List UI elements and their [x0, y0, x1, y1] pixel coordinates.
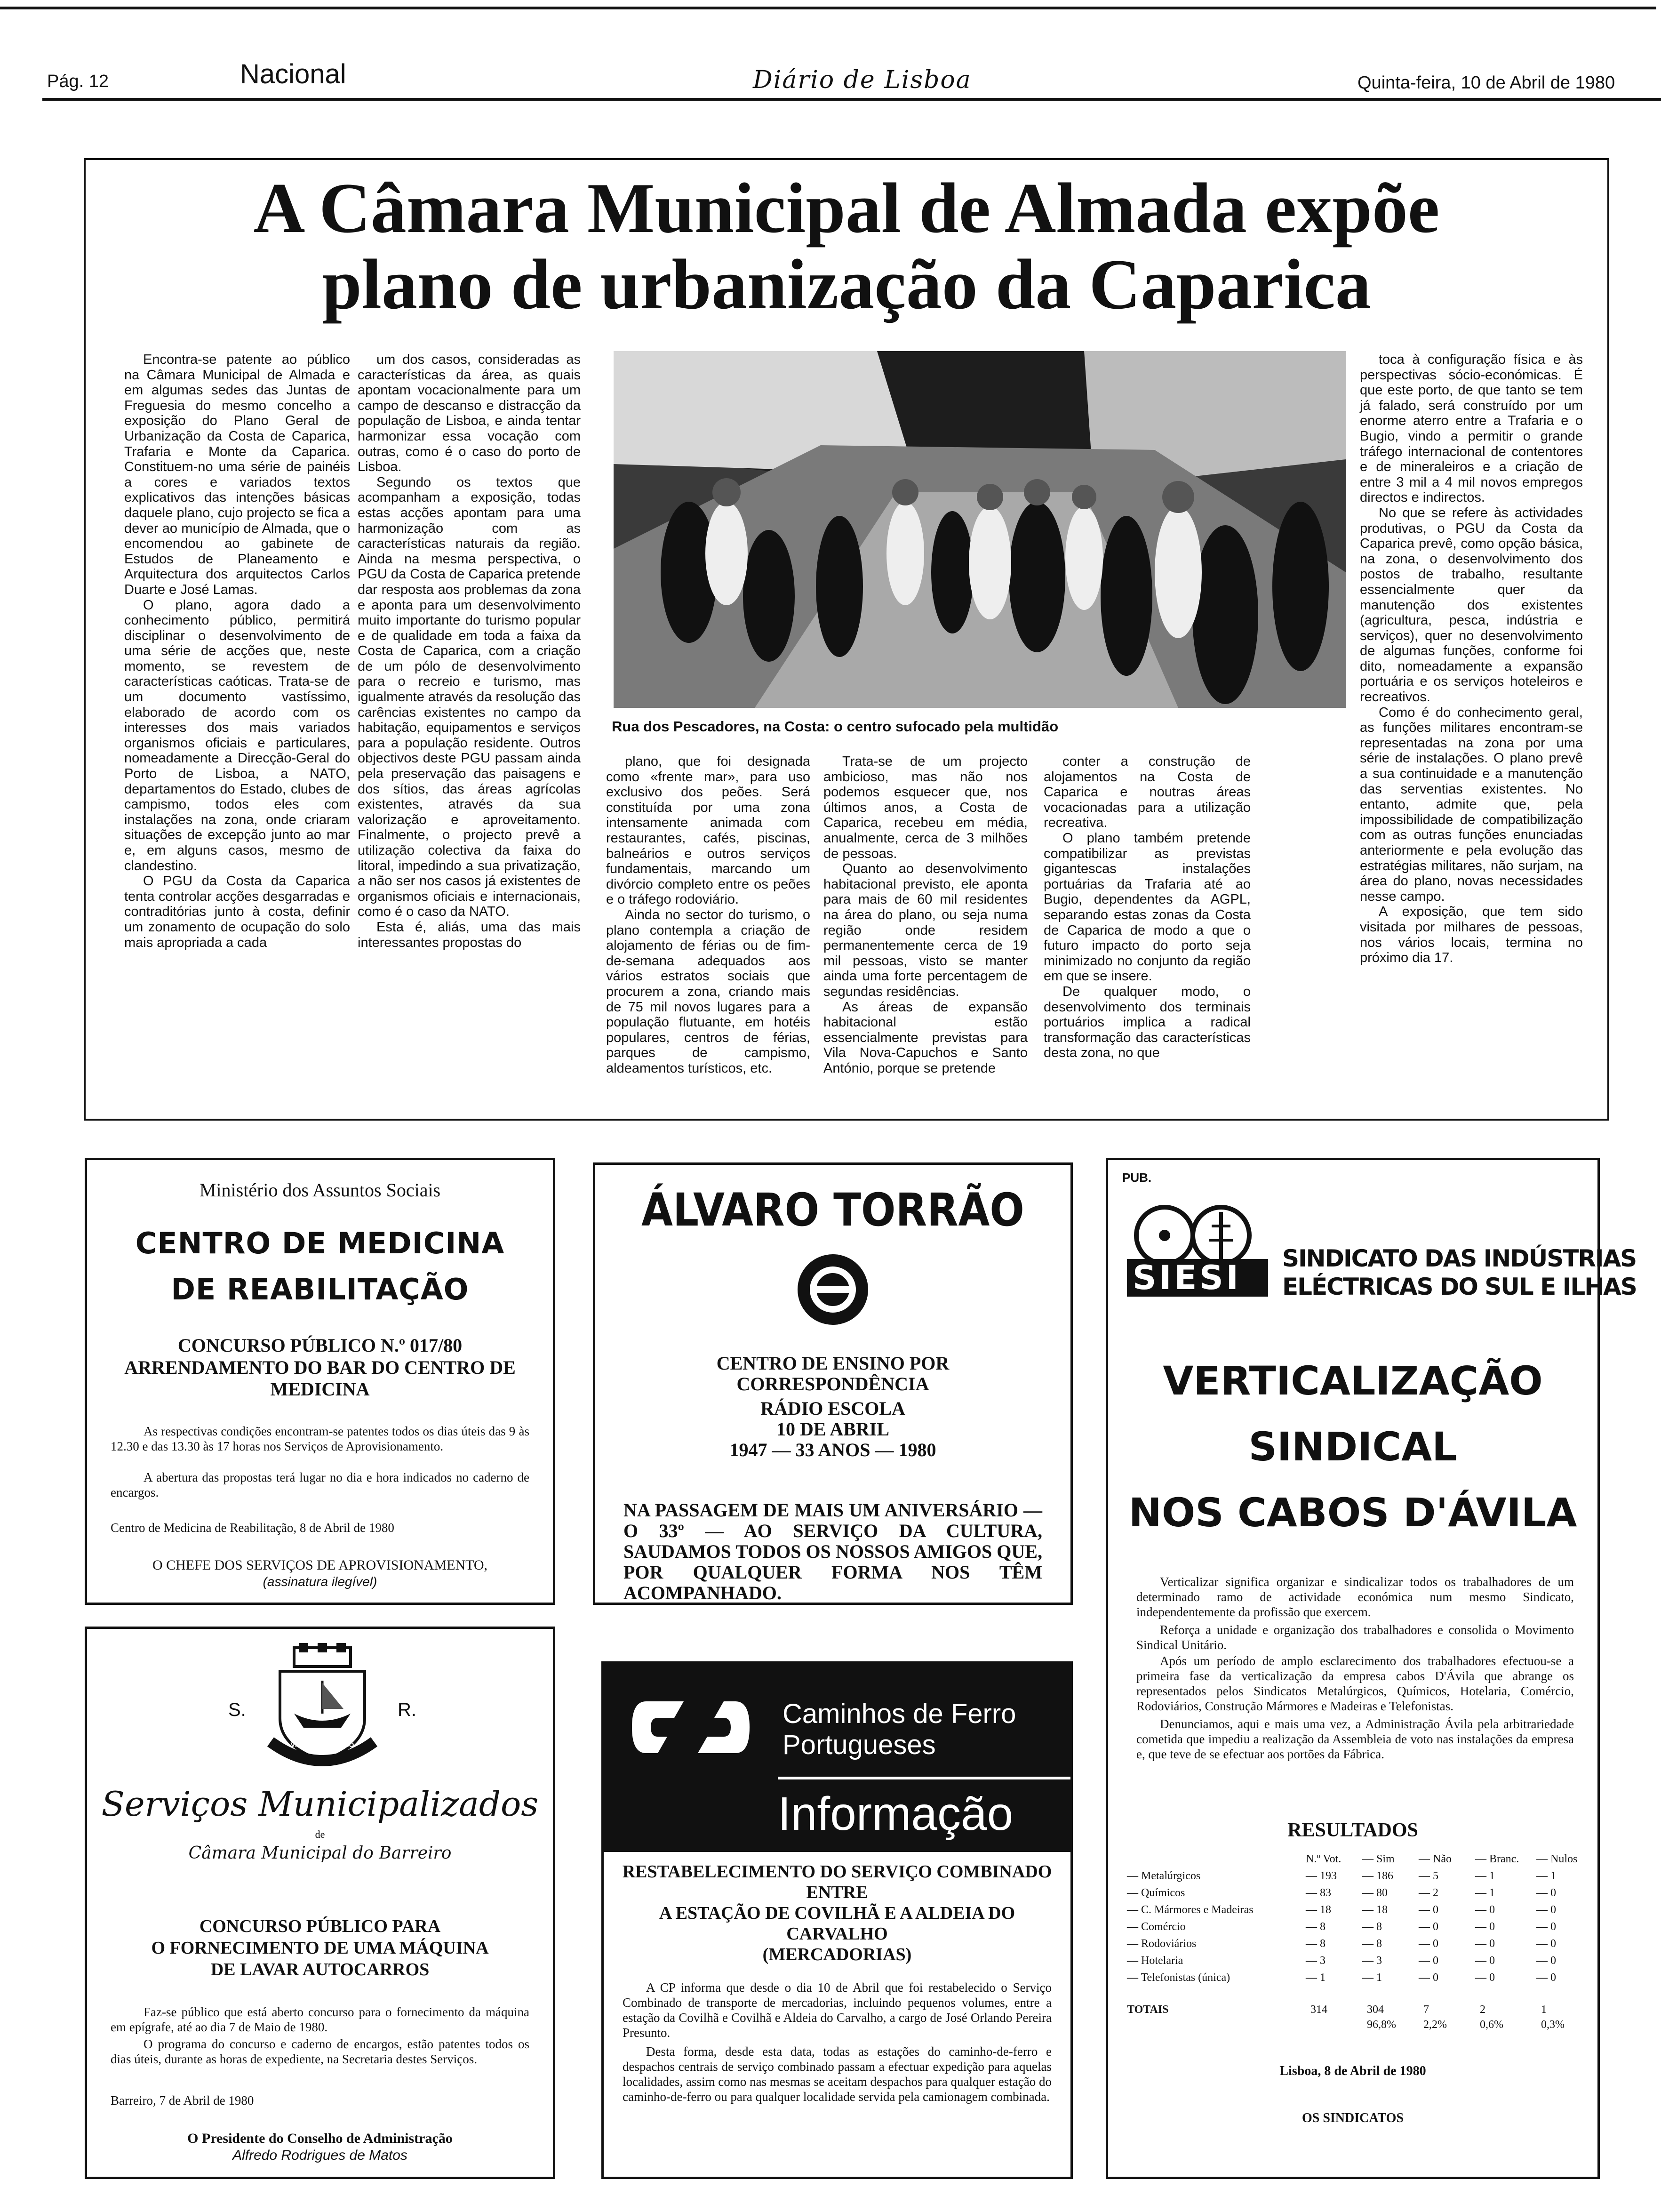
ad-body-2: A abertura das propostas terá lugar no dia e hora indicados no caderno de encargos. [111, 1470, 529, 1499]
totals-nao: 7 [1423, 2004, 1429, 2016]
ministry-name: Ministério dos Assuntos Sociais [199, 1179, 441, 1201]
article-column-5 [1044, 754, 1251, 1121]
top-rule [0, 7, 1656, 9]
paragraph: Como é do conhecimento geral, as funções militares encontram-se representadas na zona por uma série de instalações. O plano prevê a sua continuidade e a manutenção das serventias existentes. No entanto, admite que, pela impossibilidade de compatibilização com as outras funções enunciadas anteriormente e pela evolução das estratégias militares, não surjam, na área do plano, novas necessidades nesse campo. [1360, 705, 1583, 904]
torrao-line1: CENTRO DE ENSINO POR CORRESPONDÊNCIA [716, 1353, 950, 1395]
ad-signature: O CHEFE DOS SERVIÇOS DE APROVISIONAMENTO, [152, 1557, 488, 1573]
results-cell: — 1 [1475, 1887, 1495, 1899]
totals-branc: 2 [1480, 2004, 1485, 2016]
cp-logo [632, 1692, 750, 1763]
torrao-message: NA PASSAGEM DE MAIS UM ANIVERSÁRIO — O 33º — AO SERVIÇO DA CULTURA, SAUDAMOS TODOS OS NOSSOS AMIGOS QUE, POR QUALQUER FORMA NOS TÊM ACOMPANHADO. [623, 1499, 1042, 1603]
results-cell: — 1 [1362, 1972, 1382, 1984]
ad-title-line2: DE REABILITAÇÃO [171, 1272, 469, 1306]
results-cell: — 0 [1475, 1972, 1495, 1984]
results-header: — Nulos [1536, 1853, 1578, 1865]
siesi-org-line1: SINDICATO DAS INDÚSTRIAS [1282, 1245, 1637, 1272]
paragraph: De qualquer modo, o desenvolvimento dos terminais portuários implica a radical transformação das características desta zona, no que [1044, 984, 1251, 1061]
siesi-body-4: Denunciamos, aqui e mais uma vez, a Administração Ávila pela arbitrariedade cometida que impediu a realização da Assembleia de voto nas instalações da empresa e, que teve de se efectuar aos portões da Fábrica. [1136, 1717, 1574, 1761]
results-cell: — 2 [1419, 1887, 1438, 1899]
results-row-label: — Telefonistas (única) [1127, 1972, 1230, 1984]
article-column-3 [606, 754, 810, 1121]
results-row-label: — Rodoviários [1127, 1938, 1197, 1950]
ad-place-date: Centro de Medicina de Reabilitação, 8 de Abril de 1980 [111, 1521, 394, 1535]
article-column-6 [1360, 352, 1583, 1119]
concurso-number: CONCURSO PÚBLICO N.º 017/80 [177, 1335, 463, 1356]
results-header: N.º Vot. [1306, 1853, 1342, 1865]
results-row-label: — Metalúrgicos [1127, 1870, 1201, 1882]
ad-barreiro [85, 1627, 555, 2179]
results-cell: — 0 [1475, 1938, 1495, 1950]
siesi-title-line1: VERTICALIZAÇÃO [1163, 1358, 1543, 1404]
totals-nulos: 1 [1541, 2004, 1547, 2016]
barreiro-signature: O Presidente do Conselho de Administração [187, 2131, 453, 2146]
crest-r: R. [398, 1699, 416, 1720]
paragraph: Esta é, aliás, uma das mais interessantes propostas do [358, 919, 581, 950]
torrao-line4: 1947 — 33 ANOS — 1980 [729, 1439, 936, 1460]
results-cell: — 0 [1536, 1972, 1556, 1984]
results-cell: — 83 [1306, 1887, 1331, 1899]
barreiro-concurso-2: O FORNECIMENTO DE UMA MÁQUINA [151, 1938, 489, 1958]
results-cell: — 0 [1419, 1921, 1438, 1933]
results-cell: — 0 [1475, 1921, 1495, 1933]
paragraph: Trata-se de um projecto ambicioso, mas não nos podemos esquecer que, nos últimos anos, a Costa de Caparica, recebeu em média, anualmente, cerca de 3 milhões de pessoas. [823, 754, 1028, 861]
results-cell: — 18 [1362, 1904, 1388, 1916]
results-cell: — 0 [1419, 1972, 1438, 1984]
paragraph: plano, que foi designada como «frente mar», para uso exclusivo dos peões. Será constituída por uma zona intensamente animada com restaurantes, cafés, piscinas, balneários e outros serviços fundamentais, marcando um divórcio completo entre os peões e o tráfego rodoviário. [606, 754, 810, 907]
barreiro-place-date: Barreiro, 7 de Abril de 1980 [111, 2093, 254, 2108]
cp-brand-line2: Portugueses [783, 1730, 936, 1760]
article-frame [84, 158, 1609, 1121]
results-cell: — 5 [1419, 1870, 1438, 1882]
siesi-title-line3: NOS CABOS D'ÁVILA [1128, 1490, 1577, 1536]
cp-brand-line1: Caminhos de Ferro [783, 1699, 1016, 1729]
headline-line2: plano de urbanização da Caparica [322, 245, 1371, 324]
barreiro-crest-icon [261, 1643, 383, 1775]
cp-title-1: RESTABELECIMENTO DO SERVIÇO COMBINADO ENTRE [622, 1862, 1052, 1902]
ad-torrao-name: ÁLVARO TORRÃO [641, 1184, 1024, 1236]
header-rule [42, 98, 1661, 101]
barreiro-signature-name: Alfredo Rodrigues de Matos [232, 2148, 407, 2163]
results-cell: — 0 [1419, 1904, 1438, 1916]
ad-title-line1: CENTRO DE MEDICINA [135, 1226, 505, 1260]
paragraph: As áreas de expansão habitacional estão essencialmente previstas para Vila Nova-Capuchos e Santo António, porque se pretende [823, 999, 1028, 1076]
cp-title-2: A ESTAÇÃO DE COVILHÃ E A ALDEIA DO CARVALHO [659, 1903, 1015, 1944]
results-cell: — 1 [1475, 1870, 1495, 1882]
paragraph: Quanto ao desenvolvimento habitacional previsto, ele aponta para mais de 60 mil residentes na área do plano, ou seja numa região onde residem permanentemente cerca de 19 mil pessoas, visto se manter ainda uma forte percentagem de segundas residências. [823, 861, 1028, 999]
cp-title-3: (MERCADORIAS) [762, 1945, 912, 1964]
paragraph: O PGU da Costa da Caparica tenta controlar acções desgarradas e contraditórias junto à costa, definir um zonamento de ocupação do solo mais apropriada a cada [124, 874, 350, 950]
results-cell: — 0 [1419, 1955, 1438, 1967]
e-logo-icon [798, 1254, 868, 1325]
results-cell: — 186 [1362, 1870, 1393, 1882]
paragraph: Segundo os textos que acompanham a exposição, todas estas acções apontam para uma harmonização com as características naturais da região. Ainda na mesma perspectiva, o PGU da Costa de Caparica pretende dar resposta aos problemas da zona e aponta para um desenvolvimento muito importante do turismo popular e de qualidade em toda a faixa da Costa de Caparica, com a criação de um pólo de desenvolvimento para o recreio e turismo, mas igualmente através da resolução das carências existentes no campo da habitação, equipamentos e serviços para a população residente. Outros objectivos deste PGU passam ainda pela preservação das paisagens e dos sítios, das áreas agrícolas existentes, através da sua valorização e aproveitamento. Finalmente, o projecto prevê a utilização colectiva da faixa do litoral, impedindo a sua privatização, a não ser nos casos já existentes de organismos oficiais e internacionais, como é o caso da NATO. [358, 474, 581, 920]
percent-nulos: 0,3% [1541, 2019, 1565, 2031]
headline-line1: A Câmara Municipal de Almada expõe [253, 168, 1440, 248]
market-street-photo [614, 351, 1346, 708]
results-header: — Não [1419, 1853, 1452, 1865]
article-column-2 [358, 352, 581, 1119]
siesi-signature: OS SINDICATOS [1302, 2111, 1404, 2125]
barreiro-subtitle: Câmara Municipal do Barreiro [188, 1843, 452, 1863]
paragraph: Ainda no sector do turismo, o plano contempla a criação de alojamento de férias ou de fim-de-semana adequados aos vários estratos sociais que procurem a zona, criando mais de 75 mil novos lugares para a população flutuante, em hotéis populares, centros de férias, parques de campismo, aldeamentos turísticos, etc. [606, 907, 810, 1076]
barreiro-concurso-3: DE LAVAR AUTOCARROS [210, 1960, 430, 1980]
ad-centro-medicina [85, 1158, 555, 1605]
barreiro-body-2: O programa do concurso e caderno de encargos, estão patentes todos os dias úteis, durante as horas de expediente, na Secretaria destes Serviços. [111, 2037, 529, 2066]
results-cell: — 0 [1536, 1887, 1556, 1899]
masthead: Diário de Lisboa [753, 66, 972, 94]
paragraph: O plano também pretende compatibilizar as previstas gigantescas instalações portuárias da Trafaria até ao Bugio, dependentes da AGPL, separando estas zonas da Costa de Caparica de modo a que o futuro impacto do porto seja minimizado no conjunto da região em que se insere. [1044, 830, 1251, 984]
barreiro-title: Serviços Municipalizados [101, 1784, 539, 1824]
results-row-label: — C. Mármores e Madeiras [1127, 1904, 1254, 1916]
results-cell: — 3 [1306, 1955, 1326, 1967]
results-row-label: — Hotelaria [1127, 1955, 1183, 1967]
cp-divider [778, 1777, 1070, 1779]
paragraph: um dos casos, consideradas as características da área, as quais apontam vocacionalmente para um campo de descanso e distracção da população de Lisboa, e ainda tentar harmonizar essa vocação com outras, como é o caso do porto de Lisboa. [358, 352, 581, 475]
ad-body-1: As respectivas condições encontram-se patentes todos os dias úteis das 9 às 12.30 e das 13.30 às 17 horas nos Serviços de Aprovisionamento. [111, 1424, 529, 1453]
crest-icon [261, 1643, 383, 1775]
results-cell: — 0 [1536, 1955, 1556, 1967]
percent-branc: 0,6% [1480, 2019, 1503, 2031]
concurso-object: ARRENDAMENTO DO BAR DO CENTRO DE MEDICINA [124, 1357, 516, 1400]
paragraph: A exposição, que tem sido visitada por milhares de pessoas, nos vários locais, termina no próximo dia 17. [1360, 904, 1583, 966]
results-header: — Sim [1362, 1853, 1395, 1865]
section-name: Nacional [240, 59, 346, 89]
results-cell: — 80 [1362, 1887, 1388, 1899]
paragraph: toca à configuração física e às perspectivas sócio-económicas. É que este porto, de que tanto se tem já falado, será construído por um enorme aterro entre a Trafaria e o Bugio, vindo a permitir o grande tráfego internacional de contentores e de mineraleiros e a criação de entre 3 mil a 4 mil novos empregos directos e indirectos. [1360, 352, 1583, 505]
results-cell: — 0 [1419, 1938, 1438, 1950]
siesi-logo-text: SIESI [1133, 1258, 1241, 1297]
pub-label: PUB. [1122, 1170, 1152, 1185]
photo-caption: Rua dos Pescadores, na Costa: o centro sufocado pela multidão [612, 718, 1059, 735]
results-cell: — 0 [1536, 1921, 1556, 1933]
paragraph: conter a construção de alojamentos na Costa de Caparica e noutras áreas vocacionadas para a utilização recreativa. [1044, 754, 1251, 831]
siesi-org-line2: ELÉCTRICAS DO SUL E ILHAS [1282, 1273, 1637, 1300]
results-cell: — 0 [1536, 1904, 1556, 1916]
crest-s: S. [228, 1699, 246, 1720]
percent-sim: 96,8% [1367, 2019, 1396, 2031]
siesi-title-line2: SINDICAL [1248, 1424, 1457, 1470]
results-cell: — 0 [1536, 1938, 1556, 1950]
siesi-place-date: Lisboa, 8 de Abril de 1980 [1279, 2064, 1426, 2078]
torrao-line2: RÁDIO ESCOLA [760, 1398, 905, 1419]
siesi-body-2: Reforça a unidade e organização dos trabalhadores e consolida o Movimento Sindical Unitário. [1136, 1623, 1574, 1652]
results-cell: — 3 [1362, 1955, 1382, 1967]
percent-nao: 2,2% [1423, 2019, 1447, 2031]
cp-logo-icon [632, 1692, 750, 1763]
results-row-label: — Comércio [1127, 1921, 1186, 1933]
article-column-1 [124, 352, 350, 1119]
crest-label: VILA DO BARREIRO [290, 1741, 354, 1748]
cp-body-1: A CP informa que desde o dia 10 de Abril que foi restabelecido o Serviço Combinado de transporte de mercadorias, incluindo pequenos volumes, entre a estação da Covilhã e Covilhã e Aldeia do Carvalho, a cargo de José Orlando Pereira Presunto. [623, 1980, 1052, 2040]
issue-date: Quinta-feira, 10 de Abril de 1980 [1358, 73, 1615, 93]
siesi-body-1: Verticalizar significa organizar e sindicalizar todos os trabalhadores de um determinado ramo de actividade económica num mesmo Sindicato, independentemente da profissão que exercem. [1136, 1575, 1574, 1619]
torrao-line3: 10 DE ABRIL [776, 1419, 890, 1440]
siesi-body-3: Após um período de amplo esclarecimento dos trabalhadores efectuou-se a primeira fase da verticalização da empresa cabos D'Ávila que abrange os representados pelos Sindicatos Metalúrgicos, Químicos, Hotelaria, Comércio, Rodoviários, Construção Mármores e Madeiras e Telefonistas. [1136, 1654, 1574, 1713]
results-cell: — 8 [1362, 1921, 1382, 1933]
page-number: Pág. 12 [47, 72, 109, 91]
paragraph: O plano, agora dado a conhecimento público, permitirá disciplinar o desenvolvimento de uma série de acções que, neste momento, se revestem de características caóticas. Trata-se de um documento vastíssimo, elaborado de acordo com os interesses dos mais variados organismos oficiais e particulares, nomeadamente a Direcção-Geral do Porto de Lisboa, a NATO, departamentos do Estado, clubes de campismo, todos eles com instalações na zona, onde criaram situações de excepção junto ao mar e, em alguns casos, mesmo de clandestino. [124, 597, 350, 874]
totals-vot: 314 [1310, 2004, 1327, 2016]
results-cell: — 0 [1475, 1904, 1495, 1916]
results-cell: — 18 [1306, 1904, 1331, 1916]
results-cell: — 8 [1306, 1938, 1326, 1950]
results-cell: — 1 [1306, 1972, 1326, 1984]
totals-label: TOTAIS [1127, 2004, 1169, 2016]
results-row-label: — Químicos [1127, 1887, 1185, 1899]
barreiro-body-1: Faz-se público que está aberto concurso para o fornecimento da máquina em epígrafe, até ao dia 7 de Maio de 1980. [111, 2005, 529, 2034]
barreiro-concurso-1: CONCURSO PÚBLICO PARA [199, 1916, 441, 1936]
ad-alvaro-torrao [593, 1162, 1073, 1605]
article-photo [614, 351, 1346, 708]
results-cell: — 1 [1536, 1870, 1556, 1882]
cp-info: Informação [778, 1787, 1014, 1840]
ad-signature-note: (assinatura ilegível) [263, 1574, 377, 1589]
paragraph: Encontra-se patente ao público na Câmara Municipal de Almada e em algumas sedes das Juntas de Freguesia do mesmo concelho a exposição do Plano Geral de Urbanização da Costa de Caparica, Trafaria e Monte da Caparica. Constituem-no uma série de painéis a cores e variados textos explicativos das intenções básicas daquele plano, cujo projecto se fica a dever ao município de Almada, que o encomendou ao gabinete de Estudos de Planeamento e Arquitectura dos arquitectos Carlos Duarte e José Lamas. [124, 352, 350, 597]
results-title: RESULTADOS [1287, 1819, 1418, 1841]
results-cell: — 0 [1475, 1955, 1495, 1967]
results-cell: — 8 [1362, 1938, 1382, 1950]
results-cell: — 8 [1306, 1921, 1326, 1933]
paragraph: No que se refere às actividades produtivas, o PGU da Costa da Caparica prevê, como opção básica, na zona, o desenvolvimento dos postos de trabalho, resultante essencialmente quer da manutenção dos existentes (agricultura, pesca, indústria e serviços), quer no desenvolvimento de algumas funções, conforme foi dito, nomeadamente a expansão portuária e os serviços hoteleiros e recreativos. [1360, 505, 1583, 705]
results-header: — Branc. [1475, 1853, 1519, 1865]
totals-sim: 304 [1367, 2004, 1384, 2016]
ad-siesi [1106, 1158, 1637, 2179]
results-cell: — 193 [1306, 1870, 1337, 1882]
siesi-logo [1127, 1202, 1268, 1297]
ad-cp [601, 1661, 1073, 2179]
article-column-4 [823, 754, 1028, 1121]
barreiro-de: de [315, 1828, 325, 1840]
cp-body-2: Desta forma, desde esta data, todas as estações do caminho-de-ferro e despachos centrais de serviço combinado passam a efectuar expedição para aquelas localidades, assim como nas mesmas se aceitam despachos para qualquer estação do caminho-de-ferro ou para qualquer localidade servida pela camionagem combinada. [623, 2044, 1052, 2104]
